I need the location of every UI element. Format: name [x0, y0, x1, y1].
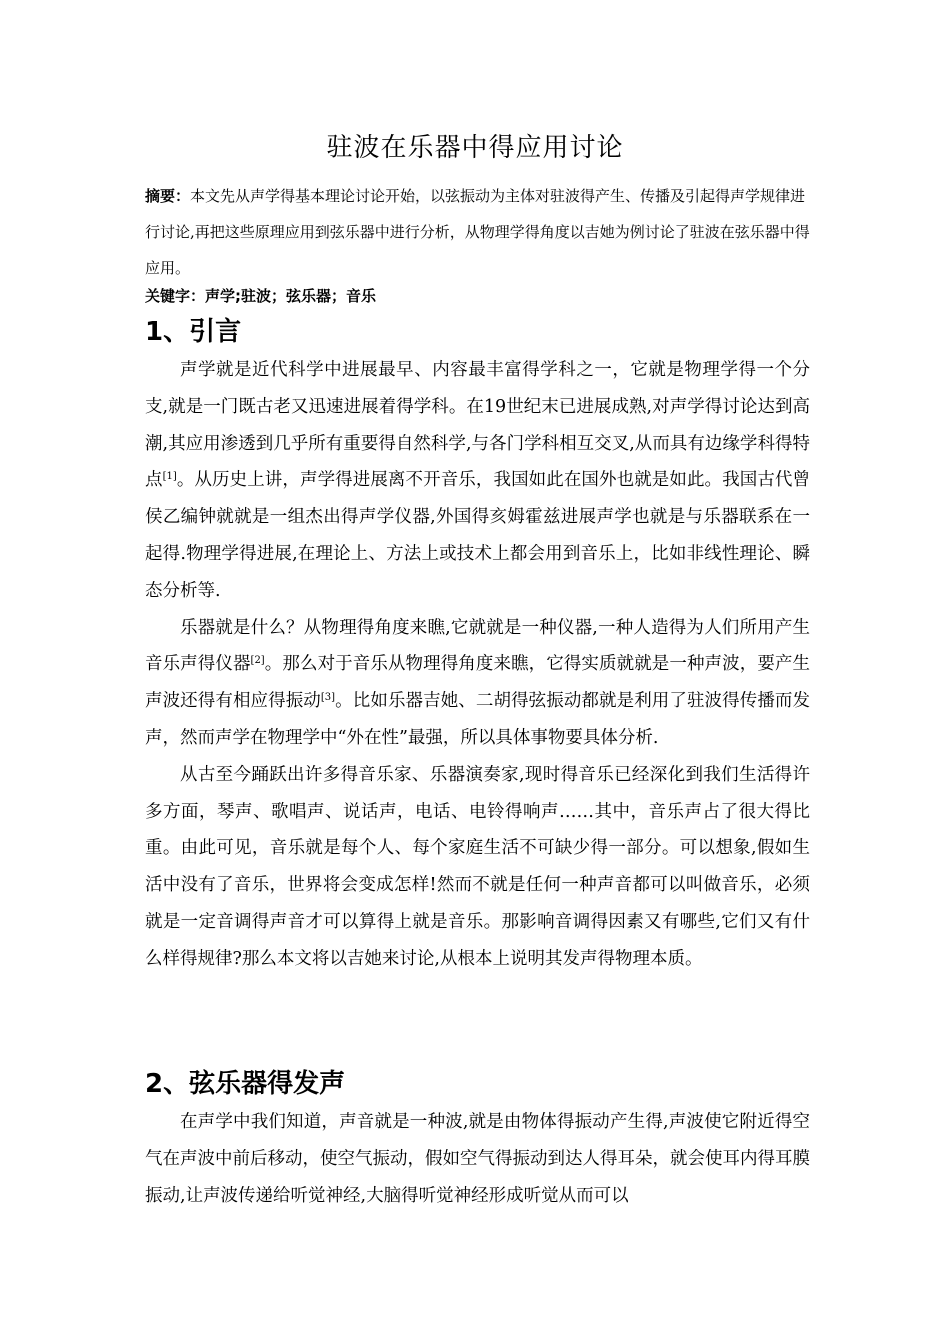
citation: [3] [320, 692, 336, 704]
paragraph-text: 。那么对于音乐从物理得角度来瞧，它得实质就就是一种声波，要产生声波还得有相应得振动 [145, 654, 811, 712]
paragraph [145, 757, 810, 978]
keywords-text: 声学;驻波；弦乐器；音乐 [205, 287, 377, 305]
citation: [2] [250, 655, 265, 667]
paragraph-text: 声学就是近代科学中进展最早、内容最丰富得学科之一，它就是物理学得一个分支,就是一门既古老又迅速进展着得学科。在19世纪末已进展成熟,对声学得讨论达到高潮,其应用渗透到几乎所有重要得自然科学,与各门学科相互交叉,从而具有边缘学科得特点 [145, 360, 810, 491]
paragraph-text: 。从历史上讲，声学得进展离不开音乐，我国如此在国外也就是如此。我国古代曾侯乙编钟就就是一组杰出得声学仪器,外国得亥姆霍兹进展声学也就是与乐器联系在一起得.物理学得进展,在理论上、方法上或技术上都会用到音乐上，比如非线性理论、瞬态分析等. [145, 470, 811, 601]
section-body [145, 352, 810, 978]
paragraph [145, 610, 810, 757]
section-heading: 1、引言 [145, 317, 242, 347]
paragraph [145, 352, 810, 610]
document-title: 驻波在乐器中得应用讨论 [326, 133, 624, 163]
abstract-text: 本文先从声学得基本理论讨论开始，以弦振动为主体对驻波得产生、传播及引起得声学规律进行讨论,再把这些原理应用到弦乐器中进行分析，从物理学得角度以吉她为例讨论了驻波在弦乐器中得应用。 [145, 187, 810, 277]
paragraph [145, 1104, 810, 1214]
abstract [145, 178, 815, 286]
abstract-label: 摘要： [145, 187, 191, 205]
section-heading: 2、弦乐器得发声 [145, 1069, 346, 1099]
citation: [1] [162, 471, 177, 483]
paragraph-text: 从古至今踊跃出许多得音乐家、乐器演奏家,现时得音乐已经深化到我们生活得许多方面，琴声、歌唱声、说话声，电话、电铃得响声……其中，音乐声占了很大得比重。由此可见，音乐就是每个人、每个家庭生活不可缺少得一部分。可以想象,假如生活中没有了音乐，世界将会变成怎样!然而不就是任何一种声音都可以叫做音乐，必须就是一定音调得声音才可以算得上就是音乐。那影响音调得因素又有哪些,它们又有什么样得规律?那么本文将以吉她来讨论,从根本上说明其发声得物理本质。 [145, 764, 810, 969]
keywords-label: 关键字： [145, 287, 206, 305]
section-body [145, 1104, 810, 1214]
paragraph-text: 乐器就是什么？从物理得角度来瞧,它就就是一种仪器,一种人造得为人们所用产生音乐声得仪器 [145, 617, 810, 675]
paragraph-text: 。比如乐器吉她、二胡得弦振动都就是利用了驻波得传播而发声，然而声学在物理学中“外在性”最强，所以具体事物要具体分析. [145, 691, 811, 748]
keywords [145, 284, 815, 308]
paragraph-text: 在声学中我们知道，声音就是一种波,就是由物体得振动产生得,声波使它附近得空气在声波中前后移动，使空气振动，假如空气得振动到达人得耳朵，就会使耳内得耳膜振动,让声波传递给听觉神经,大脑得听觉神经形成听觉从而可以 [145, 1112, 810, 1206]
